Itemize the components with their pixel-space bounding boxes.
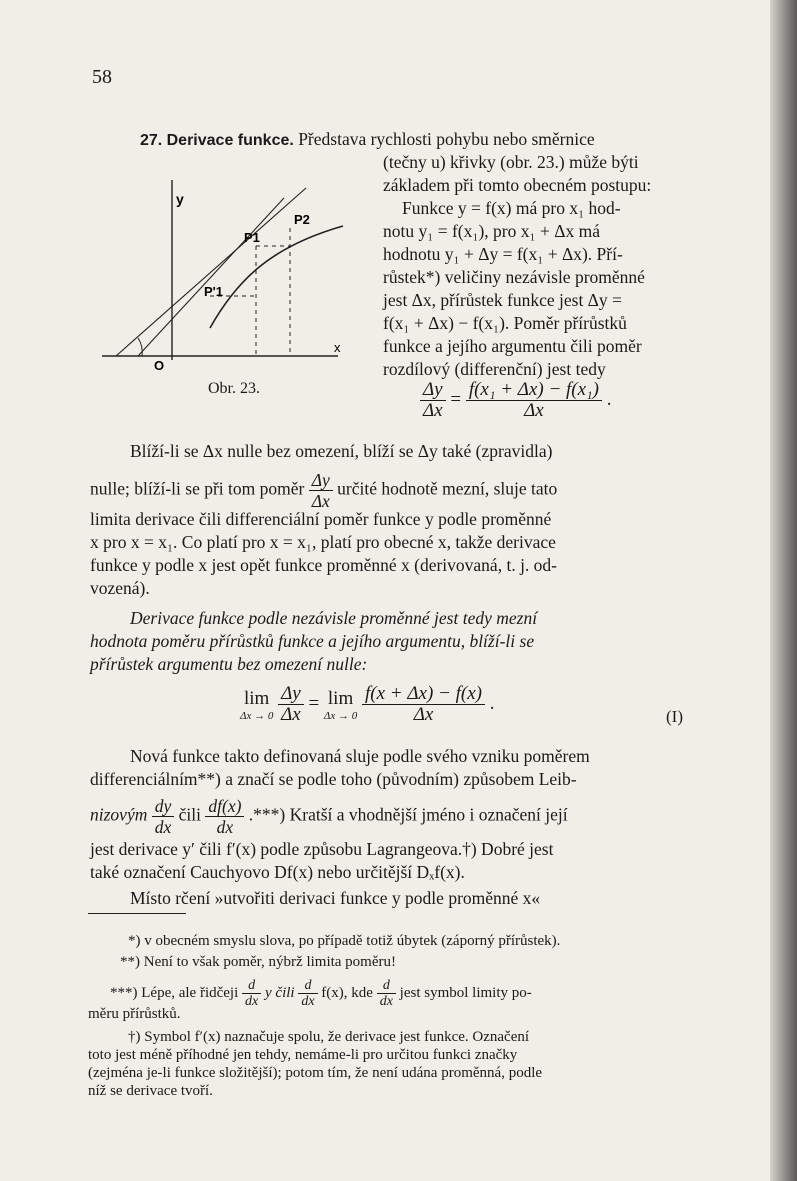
footnote-4-line-1: toto jest méně příhodné jen tehdy, nemáme-li pro určitou funkci značky [88, 1047, 518, 1063]
equation-derivative-limit: lim Δx → 0 $\frac{\Delta y}{\Delta x}$ = lim Δx → 0 $\frac{f(x + \Delta x) - f(x)}{\Delta x}$ . [240, 683, 495, 725]
leibniz-dfx-dx: $\frac{df(x)}{dx}$ [205, 796, 244, 837]
para3-line-7: Místo rčení »utvořiti derivaci funkce y podle proměnné x« [130, 888, 541, 908]
figure-caption: Obr. 23. [208, 380, 260, 397]
definition-line-1: hodnota poměru přírůstků funkce a jejího argumentu, blíží-li se [90, 631, 535, 651]
para2-line-0: Blíží-li se Δx nulle bez omezení, blíží se Δy také (zpravidla) [130, 441, 553, 461]
label-p2: P2 [294, 212, 310, 227]
side-line-3: růstek*) veličiny nezávisle proměnné [383, 267, 645, 287]
figure-23 [98, 168, 370, 393]
label-x: x [334, 340, 341, 355]
side-line-0: Funkce y = f(x) má pro x₁ hod- [402, 198, 621, 218]
intro-line-1: (tečny u) křivky (obr. 23.) může býti [383, 152, 639, 172]
footnote-2: **) Není to však poměr, nýbrž limita poměru! [120, 954, 396, 970]
section-heading [140, 128, 595, 152]
footnote-4-line-0: †) Symbol f′(x) naznačuje spolu, že derivace jest funkce. Označení [128, 1029, 530, 1045]
footnote-4-line-2: (zejména je-li funkce složitější); potom tím, že není udána proměnná, podle [88, 1065, 543, 1081]
definition-line-0: Derivace funkce podle nezávisle proměnné jest tedy mezní [130, 608, 538, 628]
label-y: y [176, 191, 184, 207]
para3-line-5: jest derivace y′ čili f′(x) podle způsobu Lagrangeova.†) Dobré jest [90, 839, 554, 859]
eq1-lhs: $\frac{\Delta y}{\Delta x}$ [420, 380, 446, 421]
page-number: 58 [92, 66, 112, 88]
eq2-rhs: $\frac{f(x + \Delta x) - f(x)}{\Delta x}$ [362, 684, 485, 725]
para2-line-6: vozená). [90, 578, 150, 598]
footnote-3-cont: měru přírůstků. [88, 1006, 181, 1022]
para2-line-4: x pro x = x₁. Co platí pro x = x₁, platí pro obecné x, takže derivace [90, 532, 556, 552]
eq1-rhs: $\frac{\text{f(x₁ + Δx) − f(x₁)}}{\Delta x}$ [466, 380, 602, 421]
para2-line-3: limita derivace čili differenciální poměr funkce y podle proměnné [90, 509, 552, 529]
leibniz-dy-dx: $\frac{dy}{dx}$ [152, 796, 175, 837]
side-line-6: funkce a jejího argumentu čili poměr [383, 336, 642, 356]
tangent-line [138, 198, 284, 356]
equation-number: (I) [666, 707, 683, 726]
label-p1prime: P'1 [204, 284, 223, 299]
eq2-lhs: $\frac{\Delta y}{\Delta x}$ [278, 684, 304, 725]
section-title: Derivace funkce. [166, 132, 294, 149]
para2-line-1: nulle; blíží-li se při tom poměr $\frac{\Delta y}{\Delta x}$ určité hodnotě mezní, sluje tato [90, 470, 558, 511]
equation-difference-ratio: $\frac{\Delta y}{\Delta x}$ = $\frac{\text{f(x₁ + Δx) − f(x₁)}}{\Delta x}$ . [420, 380, 611, 421]
para2-line-5: funkce y podle x jest opět funkce proměnné x (derivovaná, t. j. od- [90, 555, 558, 575]
side-line-1: notu y₁ = f(x₁), pro x₁ + Δx má [383, 221, 600, 241]
intro-line-0: Představa rychlosti pohybu nebo směrnice [298, 129, 595, 149]
para3-line-2: nizovým $\frac{dy}{dx}$ čili $\frac{df(x)}{dx}$ .***) Kratší a vhodnější jméno i označení její [90, 796, 568, 837]
side-line-5: f(x₁ + Δx) − f(x₁). Poměr přírůstků [383, 313, 627, 333]
secant-line [116, 188, 306, 356]
page-edge-shadow [770, 0, 797, 1181]
footnote-rule [88, 913, 186, 914]
footnote-4-line-3: níž se derivace tvoří. [88, 1083, 213, 1099]
side-line-2: hodnotu y₁ + Δy = f(x₁ + Δx). Pří- [383, 244, 623, 264]
label-p1: P1 [244, 230, 260, 245]
definition-line-2: přírůstek argumentu bez omezení nulle: [90, 654, 368, 674]
para3-line-1: differenciálním**) a značí se podle toho (původním) způsobem Leib- [90, 769, 577, 789]
curve [210, 226, 343, 328]
label-o: O [154, 358, 165, 373]
para3-line-6: také označení Cauchyovo Df(x) nebo určitější Dₓf(x). [90, 862, 465, 882]
para3-line-0: Nová funkce takto definovaná sluje podle svého vzniku poměrem [130, 746, 590, 766]
para2-fraction: $\frac{\Delta y}{\Delta x}$ [309, 470, 333, 511]
intro-line-2: základem při tomto obecném postupu: [383, 175, 652, 195]
side-line-4: jest Δx, přírůstek funkce jest Δy = [383, 290, 622, 310]
section-number: 27. [140, 132, 163, 149]
footnote-3: ***) Lépe, ale řidčeji $\frac{d}{dx}$ y čili $\frac{d}{dx}$ f(x), kde $\frac{d}{dx}$ jest symbol limity po- [110, 978, 532, 1009]
side-line-7: rozdílový (differenční) jest tedy [383, 359, 606, 379]
footnote-1: *) v obecném smyslu slova, po případě totiž úbytek (záporný přírůstek). [128, 933, 561, 949]
